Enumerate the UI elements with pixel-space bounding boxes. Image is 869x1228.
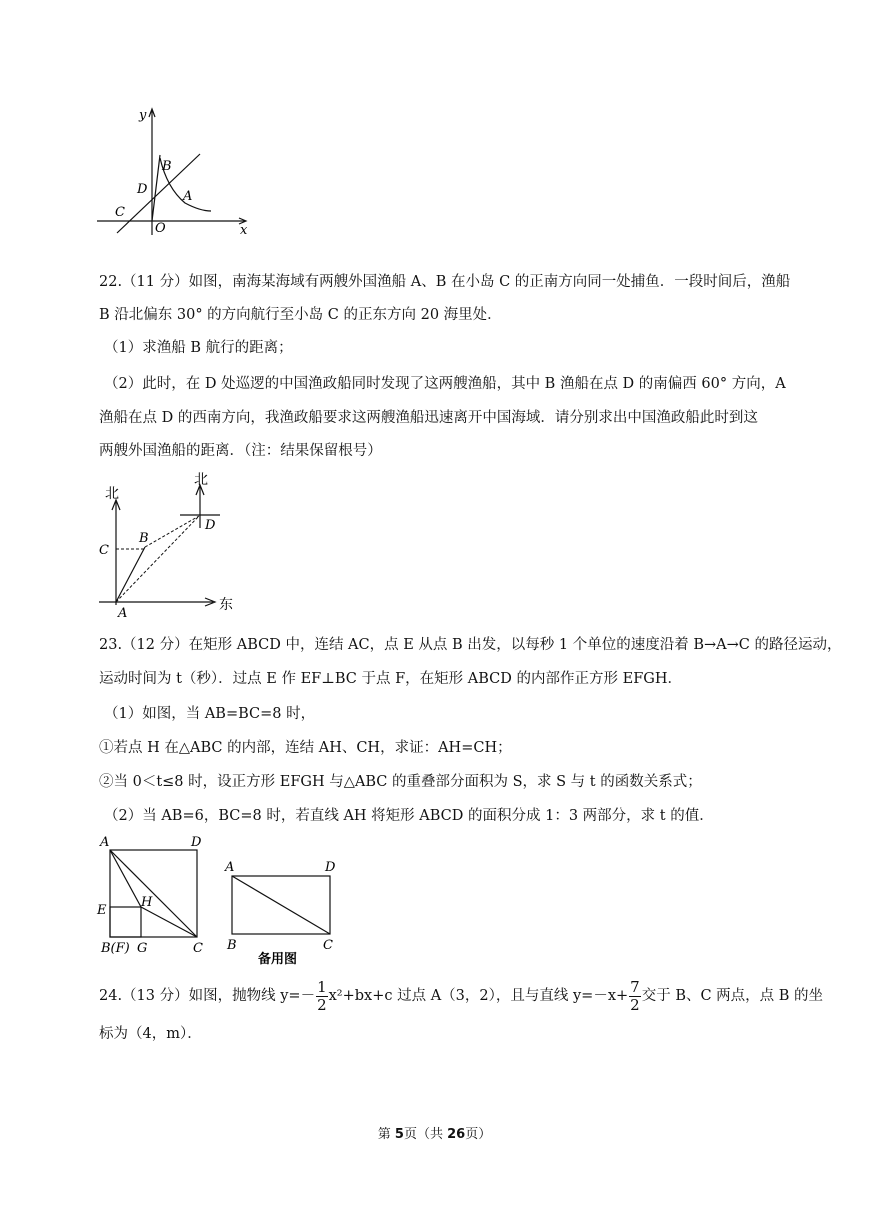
label-g: G xyxy=(137,941,148,956)
dash-bd xyxy=(145,516,199,547)
q22-line1: 22.（11 分）如图，南海某海域有两艘外国渔船 A、B 在小岛 C 的正南方向同一处捕鱼．一段时间后，渔船 xyxy=(99,274,791,290)
square-efgh xyxy=(110,907,141,937)
frac-num: 1 xyxy=(317,977,327,996)
footer-pre: 第 xyxy=(377,1127,395,1142)
q23-figure-1 xyxy=(95,832,213,960)
caption-backup: 备用图 xyxy=(258,952,298,967)
label-d: D xyxy=(325,860,336,875)
label-d: D xyxy=(205,518,216,533)
label-e: E xyxy=(97,903,107,918)
q23-figure-2 xyxy=(222,855,347,967)
q23-item2: ②当 0＜t≤8 时，设正方形 EFGH 与△ABC 的重叠部分面积为 S，求 S 与 t 的函数关系式； xyxy=(99,774,702,790)
line-ob xyxy=(152,155,160,221)
q24-pre: 24.（13 分）如图，抛物线 y=－ xyxy=(99,988,316,1004)
q22-sub1: （1）求渔船 B 航行的距离； xyxy=(104,340,293,356)
fraction-seven-halves xyxy=(629,979,641,1014)
segment-hc xyxy=(141,907,197,937)
label-x: x xyxy=(240,223,248,238)
footer-page-number: 5 xyxy=(394,1127,404,1142)
label-north-1: 北 xyxy=(105,486,119,502)
label-north-2: 北 xyxy=(194,472,208,488)
q23-sub2: （2）当 AB=6，BC=8 时，若直线 AH 将矩形 ABCD 的面积分成 1：3 两部分，求 t 的值． xyxy=(104,808,714,824)
label-c: C xyxy=(99,543,109,558)
diagonal-ac xyxy=(232,876,330,934)
q22-sub2a: （2）此时，在 D 处巡逻的中国渔政船同时发现了这两艘渔船，其中 B 渔船在点 D 的南偏西 60° 方向，A xyxy=(104,376,786,392)
footer-total-pages: 26 xyxy=(447,1127,466,1142)
label-a: A xyxy=(118,606,128,620)
frac-den: 2 xyxy=(317,995,327,1014)
label-b: B xyxy=(139,531,149,546)
dash-ad xyxy=(116,516,199,602)
q23-line2: 运动时间为 t（秒）．过点 E 作 EF⊥BC 于点 F，在矩形 ABCD 的内部作正方形 EFGH． xyxy=(99,671,682,687)
segment-ah xyxy=(110,850,141,907)
q22-line2: B 沿北偏东 30° 的方向航行至小岛 C 的正东方向 20 海里处． xyxy=(99,307,502,323)
frac-num: 7 xyxy=(630,977,640,996)
q23-line1: 23.（12 分）在矩形 ABCD 中，连结 AC，点 E 从点 B 出发，以每秒 1 个单位的速度沿着 B→A→C 的路径运动， xyxy=(99,637,842,653)
label-a: A xyxy=(183,189,193,204)
fraction-one-half xyxy=(316,979,328,1014)
label-east: 东 xyxy=(219,597,233,613)
q21-figure xyxy=(95,103,255,238)
label-o: O xyxy=(155,221,166,236)
label-c: C xyxy=(115,205,125,220)
label-h: H xyxy=(141,895,153,910)
page-footer xyxy=(0,1123,869,1142)
label-y: y xyxy=(139,108,147,123)
q23-item1: ①若点 H 在△ABC 的内部，连结 AH、CH，求证：AH=CH； xyxy=(99,740,512,756)
path-ab xyxy=(116,547,145,602)
q24-post: 交于 B、C 两点，点 B 的坐 xyxy=(641,988,824,1004)
diagonal-ac xyxy=(110,850,197,937)
q22-figure xyxy=(95,472,245,620)
q23-sub1: （1）如图，当 AB=BC=8 时， xyxy=(104,706,316,722)
q24-line2: 标为（4，m）． xyxy=(99,1026,202,1042)
label-b: B xyxy=(162,159,172,174)
label-d: D xyxy=(137,182,148,197)
label-c: C xyxy=(193,941,203,956)
label-b: B xyxy=(227,938,237,953)
label-d: D xyxy=(191,835,202,850)
label-a: A xyxy=(225,860,235,875)
q24-mid: x²+bx+c 过点 A（3，2），且与直线 y=－x+ xyxy=(328,988,629,1004)
q22-sub2b: 渔船在点 D 的西南方向，我渔政船要求这两艘渔船迅速离开中国海域．请分别求出中国渔政船此时到这 xyxy=(99,410,758,426)
q22-sub2c: 两艘外国渔船的距离．（注：结果保留根号） xyxy=(99,443,382,459)
frac-den: 2 xyxy=(630,995,640,1014)
footer-mid: 页（共 xyxy=(403,1127,448,1142)
footer-post: 页） xyxy=(465,1127,492,1142)
q24-line1 xyxy=(99,977,824,1014)
label-bf: B(F) xyxy=(101,941,130,956)
label-c: C xyxy=(323,938,333,953)
label-a: A xyxy=(100,835,110,850)
